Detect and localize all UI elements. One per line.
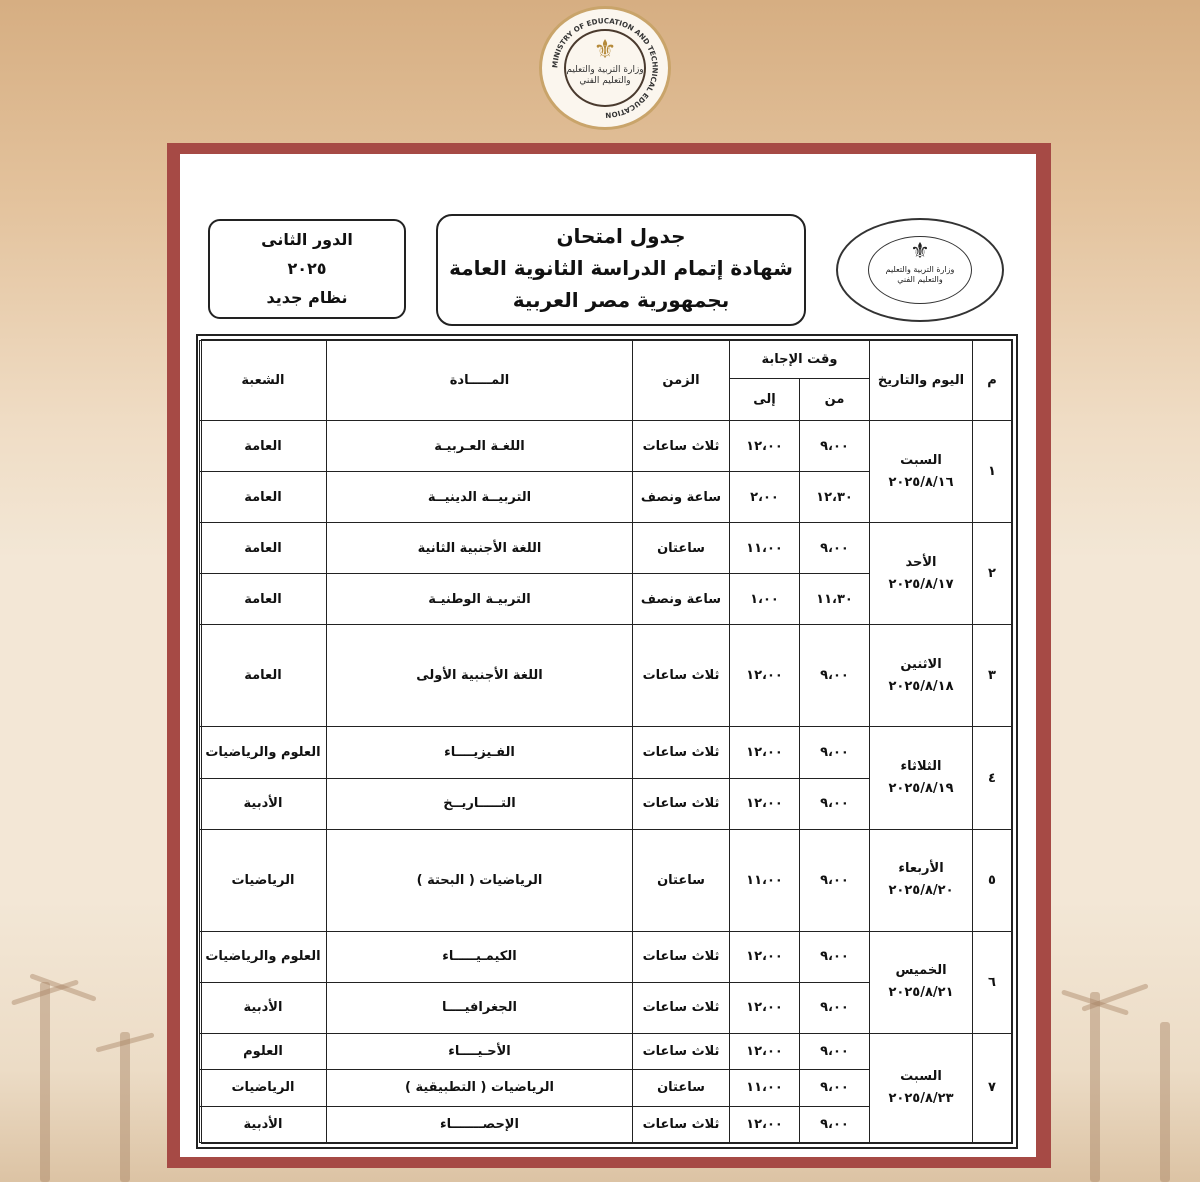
header-from: من: [800, 379, 870, 421]
header-subject: المـــــادة: [326, 341, 632, 421]
row-number: ٦: [973, 931, 1012, 1033]
time-from: ٩،٠٠: [800, 982, 870, 1033]
branch: الرياضيات: [199, 1070, 326, 1106]
session-box: [208, 219, 406, 319]
time-to: ١٢،٠٠: [729, 1033, 799, 1069]
exam-date: ٢٠٢٥/٨/٢١: [888, 985, 954, 1001]
row-number: ٥: [973, 829, 1012, 931]
header-answer-time: وقت الإجابة: [729, 341, 869, 379]
time-to: ١٢،٠٠: [729, 727, 799, 778]
document-frame: [167, 143, 1051, 1168]
row-number: ٤: [973, 727, 1012, 829]
table-row: [199, 523, 1011, 574]
title-line1: جدول امتحان: [556, 224, 686, 248]
exam-date: ٢٠٢٥/٨/١٨: [888, 678, 954, 694]
exam-date: ٢٠٢٥/٨/٢٠: [888, 883, 954, 899]
day-name: الخميس: [895, 963, 947, 979]
time-from: ٩،٠٠: [800, 931, 870, 982]
day-name: السبت: [900, 1068, 942, 1084]
subject: الرياضيات ( التطبيقية ): [326, 1070, 632, 1106]
day-name: الثلاثاء: [900, 759, 942, 775]
branch: الأدبية: [199, 778, 326, 829]
title-line3: بجمهورية مصر العربية: [512, 288, 730, 312]
table-row: [199, 1033, 1011, 1069]
time-to: ١٢،٠٠: [729, 982, 799, 1033]
session-system: نظام جديد: [266, 288, 348, 307]
branch: الأدبية: [199, 1106, 326, 1142]
subject: التربيــة الدينيــة: [326, 472, 632, 523]
ministry-logo: [539, 6, 671, 130]
time-to: ١،٠٠: [729, 574, 799, 625]
duration: ثلاث ساعات: [632, 727, 729, 778]
row-number: ٣: [973, 625, 1012, 727]
time-from: ٩،٠٠: [800, 727, 870, 778]
day-date-cell: [870, 1033, 973, 1142]
subject: الكيمـيـــــاء: [326, 931, 632, 982]
doc-logo-line1: وزارة التربية والتعليم: [885, 265, 955, 274]
header-branch: الشعبة: [199, 341, 326, 421]
time-from: ١٢،٣٠: [800, 472, 870, 523]
duration: ساعة ونصف: [632, 574, 729, 625]
time-from: ٩،٠٠: [800, 523, 870, 574]
logo-arabic-line1: وزارة التربية والتعليم: [566, 65, 644, 75]
subject: التربيـة الوطنيـة: [326, 574, 632, 625]
exam-table-inner: [201, 339, 1013, 1144]
branch: العامة: [199, 574, 326, 625]
exam-table-outer: [196, 334, 1018, 1149]
branch: الأدبية: [199, 982, 326, 1033]
duration: ثلاث ساعات: [632, 421, 729, 472]
subject: التـــــاريــخ: [326, 778, 632, 829]
subject: الأحـيــــاء: [326, 1033, 632, 1069]
subject: الإحصـــــــاء: [326, 1106, 632, 1142]
day-date-cell: [870, 931, 973, 1033]
duration: ثلاث ساعات: [632, 1033, 729, 1069]
title-line2: شهادة إتمام الدراسة الثانوية العامة: [449, 256, 793, 280]
time-from: ٩،٠٠: [800, 625, 870, 727]
duration: ثلاث ساعات: [632, 625, 729, 727]
day-name: السبت: [900, 452, 942, 468]
session-year: ٢٠٢٥: [287, 259, 327, 278]
header-num: م: [973, 341, 1012, 421]
time-from: ٩،٠٠: [800, 421, 870, 472]
duration: ثلاث ساعات: [632, 778, 729, 829]
time-to: ١٢،٠٠: [729, 778, 799, 829]
subject: الرياضيات ( البحتة ): [326, 829, 632, 931]
branch: العامة: [199, 421, 326, 472]
document-paper: [180, 154, 1036, 1157]
row-number: ٧: [973, 1033, 1012, 1142]
branch: العلوم والرياضيات: [199, 931, 326, 982]
time-from: ٩،٠٠: [800, 1033, 870, 1069]
row-number: ٢: [973, 523, 1012, 625]
eagle-emblem-icon: ⚜: [910, 239, 930, 264]
logo-arabic-line2: والتعليم الفني: [579, 76, 631, 86]
day-name: الاثنين: [900, 656, 942, 672]
exam-date: ٢٠٢٥/٨/١٦: [888, 474, 954, 490]
duration: ثلاث ساعات: [632, 982, 729, 1033]
duration: ساعتان: [632, 1070, 729, 1106]
table-row: [199, 421, 1011, 472]
header-day-date: اليوم والتاريخ: [870, 341, 973, 421]
title-box: [436, 214, 806, 326]
subject: الفـيزيــــاء: [326, 727, 632, 778]
duration: ساعة ونصف: [632, 472, 729, 523]
table-row: [199, 829, 1011, 931]
table-row: [199, 625, 1011, 727]
document-ministry-logo: [836, 218, 1004, 322]
exam-date: ٢٠٢٥/٨/٢٣: [888, 1090, 954, 1106]
day-name: الأحد: [905, 554, 937, 570]
eagle-emblem-icon: ⚜: [593, 35, 617, 65]
time-to: ١١،٠٠: [729, 1070, 799, 1106]
branch: العلوم والرياضيات: [199, 727, 326, 778]
branch: العامة: [199, 523, 326, 574]
session-label: الدور الثانى: [261, 230, 353, 249]
day-date-cell: [870, 727, 973, 829]
branch: الرياضيات: [199, 829, 326, 931]
day-date-cell: [870, 523, 973, 625]
table-row: [199, 931, 1011, 982]
table-row: [199, 727, 1011, 778]
exam-schedule-table: [199, 340, 1012, 1143]
time-to: ١٢،٠٠: [729, 625, 799, 727]
exam-date: ٢٠٢٥/٨/١٧: [888, 576, 954, 592]
branch: العامة: [199, 472, 326, 523]
svg-text:MINISTRY OF EDUCATION AND TECH: MINISTRY OF EDUCATION AND TECHNICAL EDUCATION: [550, 16, 660, 120]
time-to: ٢،٠٠: [729, 472, 799, 523]
exam-date: ٢٠٢٥/٨/١٩: [888, 781, 954, 797]
time-to: ١١،٠٠: [729, 829, 799, 931]
day-name: الأربعاء: [898, 861, 944, 877]
branch: العلوم: [199, 1033, 326, 1069]
header-duration: الزمن: [632, 341, 729, 421]
time-to: ١١،٠٠: [729, 523, 799, 574]
time-from: ٩،٠٠: [800, 1070, 870, 1106]
row-number: ١: [973, 421, 1012, 523]
time-to: ١٢،٠٠: [729, 931, 799, 982]
duration: ثلاث ساعات: [632, 1106, 729, 1142]
day-date-cell: [870, 829, 973, 931]
duration: ثلاث ساعات: [632, 931, 729, 982]
time-from: ٩،٠٠: [800, 1106, 870, 1142]
time-from: ١١،٣٠: [800, 574, 870, 625]
subject: اللغـة العـربيـة: [326, 421, 632, 472]
branch: العامة: [199, 625, 326, 727]
time-from: ٩،٠٠: [800, 829, 870, 931]
duration: ساعتان: [632, 523, 729, 574]
time-to: ١٢،٠٠: [729, 1106, 799, 1142]
day-date-cell: [870, 421, 973, 523]
subject: الجغرافيــــا: [326, 982, 632, 1033]
subject: اللغة الأجنبية الثانية: [326, 523, 632, 574]
time-to: ١٢،٠٠: [729, 421, 799, 472]
subject: اللغة الأجنبية الأولى: [326, 625, 632, 727]
header-to: إلى: [729, 379, 799, 421]
time-from: ٩،٠٠: [800, 778, 870, 829]
duration: ساعتان: [632, 829, 729, 931]
day-date-cell: [870, 625, 973, 727]
doc-logo-line2: والتعليم الفني: [897, 275, 943, 284]
